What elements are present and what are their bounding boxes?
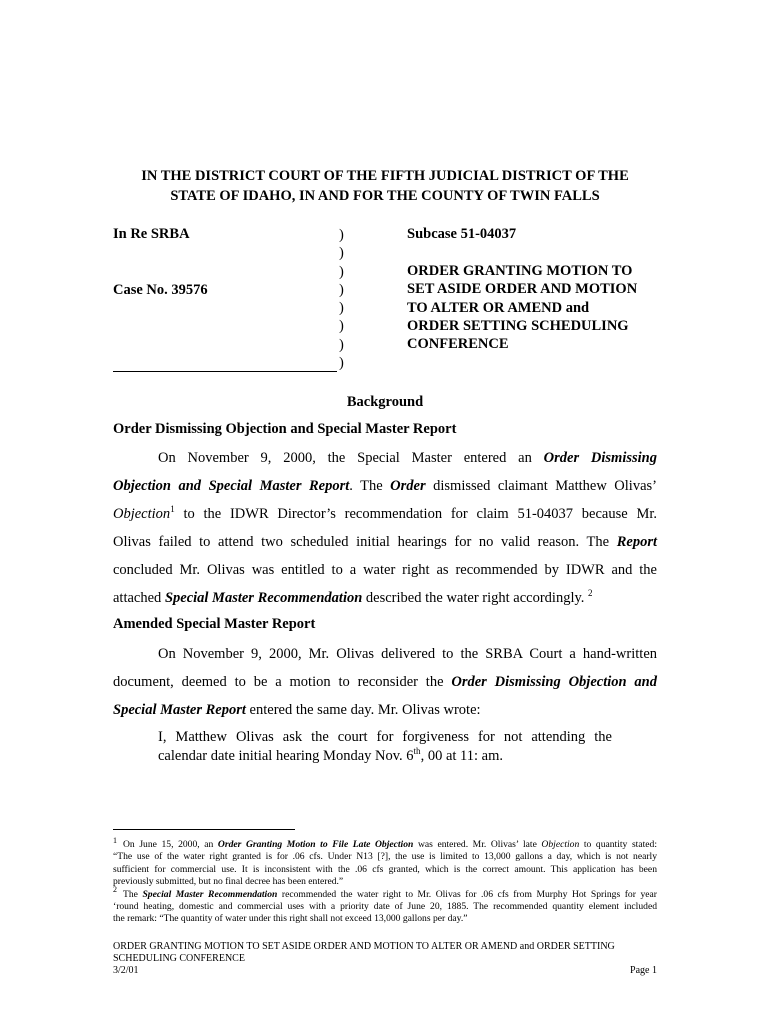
text-run: entered the same day. Mr. Olivas wrote: [245, 702, 481, 718]
caption-paren: ) [339, 245, 344, 262]
quote-line [158, 747, 612, 766]
document-title-reference: Report [616, 534, 657, 550]
case-number: Case No. 39576 [113, 282, 208, 298]
document-title-reference: Order [390, 478, 426, 494]
caption-paren: ) [339, 318, 344, 335]
footnote-ref-2[interactable]: 2 [588, 588, 593, 599]
order-title [407, 262, 637, 353]
text-run: Olivas failed to attend two scheduled initial hearings for no valid reason. The [113, 534, 617, 550]
paragraph-line [113, 589, 657, 617]
order-title-line: ORDER GRANTING MOTION TO [407, 263, 633, 279]
court-title [100, 166, 670, 206]
order-title-line: TO ALTER OR AMEND and [407, 299, 590, 316]
document-title-reference: Order Dismissing Objection and [451, 674, 657, 690]
document-title-reference: Special Master Report [113, 702, 246, 718]
paragraph-line [113, 533, 657, 561]
document-title-reference: Special Master Recommendation [142, 888, 278, 900]
court-title-line-2: STATE OF IDAHO, IN AND FOR THE COUNTY OF TWIN FALLS [170, 188, 600, 204]
background-heading: Background [346, 394, 424, 410]
subcase-number: Subcase 51-04037 [407, 226, 517, 242]
document-title-reference: Special Master Recommendation [164, 590, 363, 606]
order-title-line: SET ASIDE ORDER AND MOTION [407, 281, 638, 298]
order-title-line: ORDER SETTING SCHEDULING [407, 317, 629, 334]
paragraph-line [113, 449, 657, 477]
paragraph-order-dismissing [113, 449, 657, 617]
order-title-line: CONFERENCE [407, 336, 509, 353]
document-title-reference: Objection and Special Master Report [113, 478, 350, 494]
footnotes [113, 835, 657, 926]
text-run: was entered. Mr. Olivas’ late [413, 839, 542, 850]
paragraph-line: On November 9, 2000, Mr. Olivas delivered to the SRBA Court a hand-written [158, 646, 657, 662]
footnote-1-marker: 1 [113, 835, 117, 845]
ordinal-suffix: th [413, 745, 421, 756]
document-title-reference: Objection [541, 839, 580, 850]
paragraph-amended-report [113, 645, 657, 729]
block-quote [158, 728, 612, 765]
caption-paren: ) [339, 355, 344, 372]
footer-title-line: SCHEDULING CONFERENCE [113, 953, 245, 964]
paragraph-line [113, 673, 657, 701]
text-run: described the water right accordingly. [362, 590, 585, 606]
paragraph-line [113, 505, 657, 533]
text-run: , 00 at 11: am. [420, 747, 503, 764]
caption-paren: ) [339, 263, 344, 280]
document-title-reference: Order Granting Motion to File Late Objection [217, 839, 414, 850]
caption-paren: ) [339, 227, 344, 243]
text-run: to quantity stated: [579, 839, 657, 850]
text-run: The [123, 888, 143, 900]
footnote-1-line: previously submitted, but no final decree has been entered.” [113, 876, 344, 888]
footer-title-line: ORDER GRANTING MOTION TO SET ASIDE ORDER AND MOTION TO ALTER OR AMEND and ORDER SETTING [113, 941, 615, 952]
caption-parentheses [339, 226, 344, 372]
footer-row [113, 965, 657, 977]
text-run: to the IDWR Director’s recommendation for claim 51-04037 because Mr. [174, 506, 657, 522]
court-title-line-1: IN THE DISTRICT COURT OF THE FIFTH JUDICIAL DISTRICT OF THE [141, 168, 629, 184]
text-run: . The [349, 478, 391, 494]
paragraph-line [113, 477, 657, 505]
caption-underline [113, 371, 337, 372]
amended-report-heading: Amended Special Master Report [113, 616, 316, 632]
text-run: dismissed claimant Matthew Olivas’ [425, 478, 657, 494]
footnote-2-line: ‘round heating, domestic and commercial uses with a priority date of June 20, 1885. The recommended quantity element included [113, 901, 657, 913]
document-title-reference: Order Dismissing [543, 450, 657, 466]
page-footer [113, 941, 657, 977]
text-run: recommended the water right to Mr. Olivas for .06 cfs from Murphy Hot Springs for year [277, 888, 657, 900]
text-run: On June 15, 2000, an [123, 839, 218, 850]
footnote-2-line [113, 885, 657, 901]
footnote-1-line: “The use of the water right granted is for .06 cfs. Under N13 [?], the use is limited to 13,000 gallons a day, which is not nearly [113, 851, 657, 863]
text-run: document, deemed to be a motion to reconsider the [113, 674, 452, 690]
document-title-reference: Objection [113, 506, 171, 522]
caption-paren: ) [339, 300, 344, 317]
order-dismissing-heading: Order Dismissing Objection and Special Master Report [113, 421, 457, 437]
footer-date: 3/2/01 [113, 965, 139, 976]
footnote-2-marker: 2 [113, 885, 117, 895]
footnote-separator [113, 829, 295, 830]
text-run: On November 9, 2000, the Special Master entered an [158, 450, 544, 466]
case-caption [0, 226, 770, 376]
paragraph-line [113, 701, 657, 729]
in-re-label: In Re SRBA [113, 226, 190, 242]
caption-paren: ) [339, 281, 344, 298]
footnote-1-line: sufficient for commercial use. It is inconsistent with the .06 cfs granted, which is the correct amount. This application has been [113, 863, 657, 875]
text-run: calendar date initial hearing Monday Nov. 6 [158, 747, 414, 764]
caption-paren: ) [339, 336, 344, 353]
text-run: attached [113, 590, 165, 606]
page-number: Page 1 [630, 965, 657, 976]
footnote-ref-1[interactable]: 1 [170, 504, 175, 515]
paragraph-line: concluded Mr. Olivas was entitled to a water right as recommended by IDWR and the [113, 562, 657, 578]
footnote-2-line: the remark: “The quantity of water under this right shall not exceed 13,000 gallons per day.” [113, 913, 468, 925]
footnote-1-line [113, 835, 657, 851]
quote-line: I, Matthew Olivas ask the court for forgiveness for not attending the [158, 729, 612, 745]
